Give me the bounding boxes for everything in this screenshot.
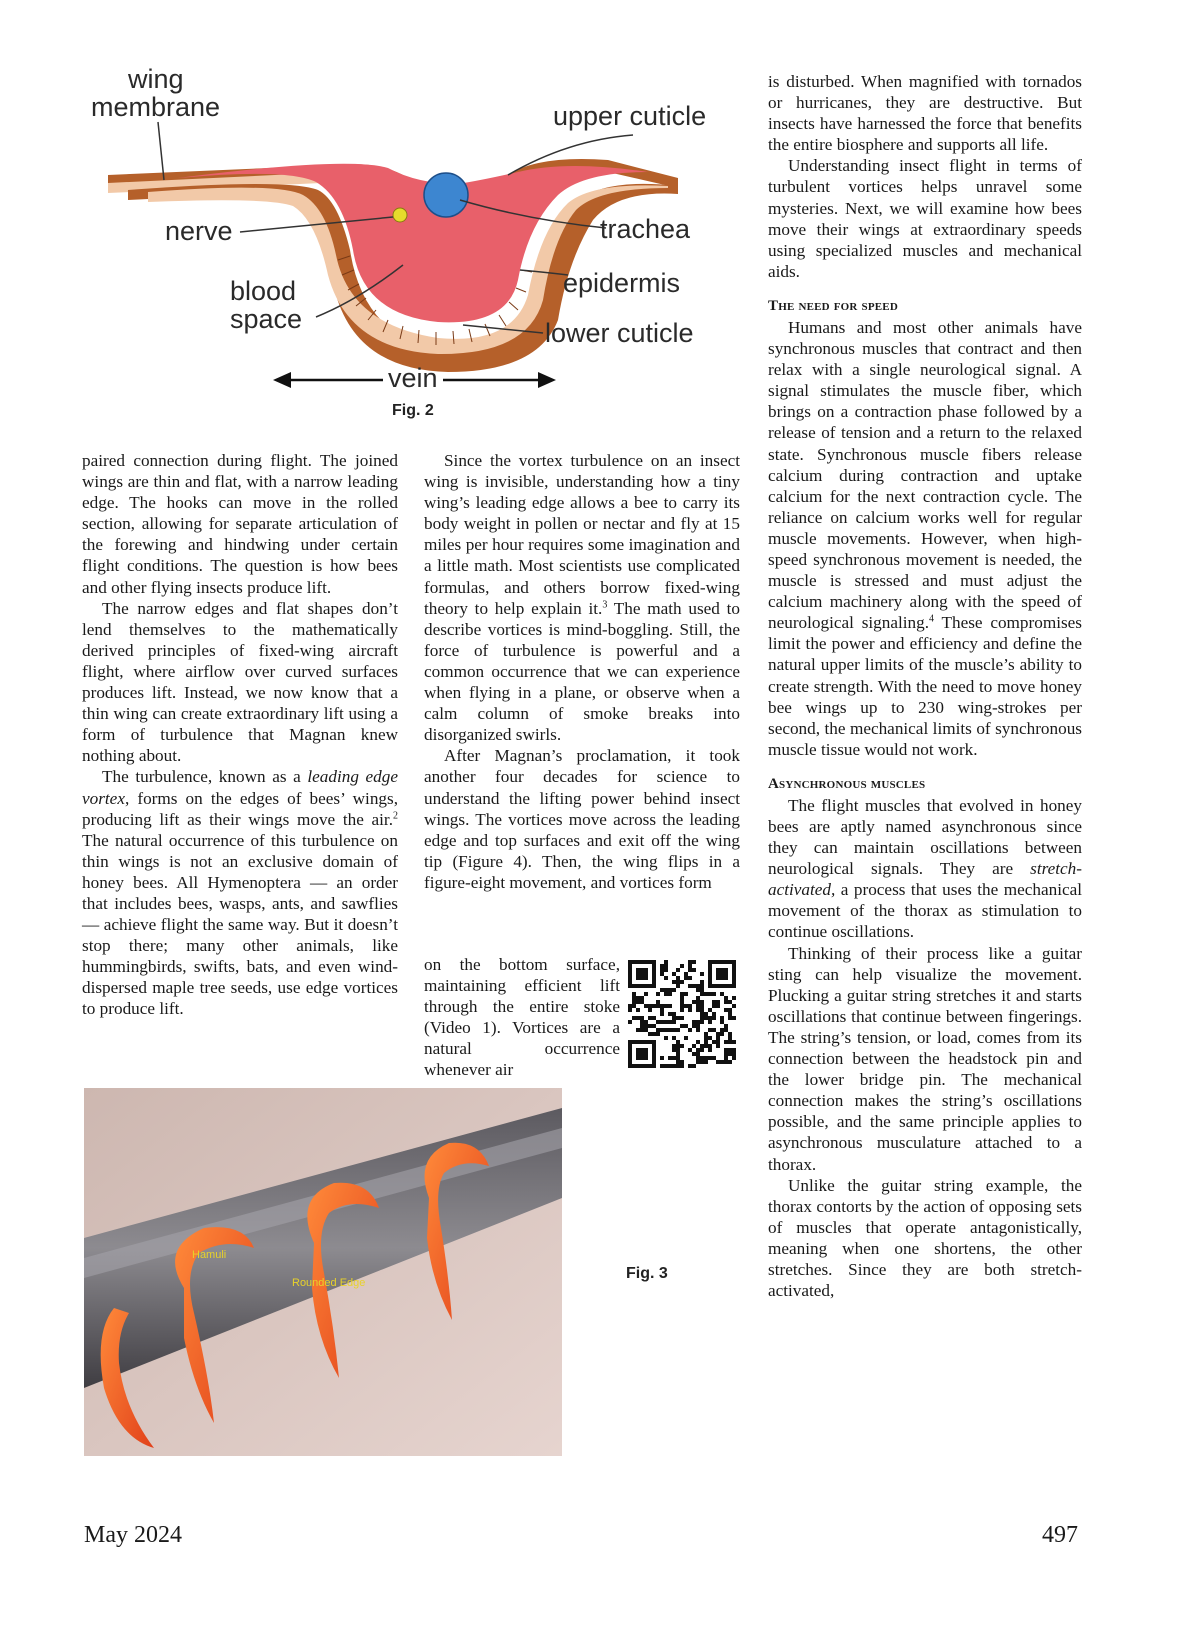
col1-paragraph-1: paired connection during flight. The joined wings are thin and flat, with a narrow leading edge. The hooks can move in the rolled section, allowing for separate articulation of the forewing and hindwing under certain flight conditions. The question is how bees and other flying insects produce lift.	[82, 451, 398, 597]
hamuli-photo	[84, 1088, 562, 1456]
col2-paragraph-2: After Magnan’s proclamation, it took another four decades for science to understand the lifting power behind insect wings. The vortices move across the leading edge and top surfaces and exit off the wing tip (Figure 4). Then, the wing flips in a figure-eight movement, and vortices form	[424, 746, 740, 892]
col1-paragraph-2: The narrow edges and flat shapes don’t lend themselves to the mathematically derived principles of fixed-wing aircraft flight, where airflow over curved surfaces produces lift. Instead, we now know that a thin wing can create extraordinary lift using a form of turbulence that Magnan knew nothing about.	[82, 598, 398, 766]
wing-vein-diagram	[88, 60, 768, 420]
label-upper-cuticle: upper cuticle	[553, 101, 707, 131]
col3-paragraph-5: Thinking of their process like a guitar sting can help visualize the movement. Plucking a guitar string stretches it and starts oscillations that continue between fingerings. The string’s tension, or load, comes from its connection between the headstock pin and the lower bridge pin. The mechanical connection makes the string’s oscillations possible, and the same principle applies to asynchronous musculature attached to a thorax.	[768, 943, 1082, 1174]
label-rounded-edge: Rounded Edge	[292, 1277, 366, 1289]
label-epidermis: epidermis	[563, 268, 681, 298]
col3-paragraph-2: Understanding insect flight in terms of turbulent vortices helps unravel some mysteries. Next, we will examine how bees move their wings at extraordinary speeds using specialized muscles and mechanical aids.	[768, 156, 1082, 281]
column-3	[768, 71, 1082, 1301]
footnote-ref-4[interactable]: 4	[929, 613, 935, 625]
col2-paragraph-1: Since the vortex turbulence on an insect wing is invisible, understanding how a tiny wing’s leading edge allows a bee to carry its body weight in pollen or nectar and fly at 15 miles per hour requires some imagination and a little math. Most scientists use complicated formulas, and others borrow fixed-wing theory to help explain it.$^3$ The math used to describe vortices is mind-boggling. Still, the force of turbulence is powerful and a common occurrence that we can experience when flying in a plane, or observe when a calm column of smoke breaks into disorganized swirls.	[424, 451, 740, 745]
label-vein: vein	[388, 363, 438, 393]
col3-paragraph-1: is disturbed. When magnified with tornados or hurricanes, they are destructive. But insects have harnessed the force that benefits the entire biosphere and supports all life.	[768, 72, 1082, 155]
label-space: space	[230, 304, 303, 334]
label-membrane: membrane	[91, 92, 221, 122]
heading-asynchronous-muscles: Asynchronous muscles	[768, 775, 926, 792]
label-blood: blood	[230, 276, 297, 306]
label-lower-cuticle: lower cuticle	[545, 318, 694, 348]
page-number: 497	[1042, 1522, 1078, 1548]
footer-date: May 2024	[84, 1522, 182, 1548]
label-trachea: trachea	[600, 214, 691, 244]
label-nerve: nerve	[165, 216, 233, 246]
col3-paragraph-6: Unlike the guitar string example, the thorax contorts by the action of opposing sets of muscles that operate antagonistically, meaning when one shortens, the other stretches. Since they are both stretch-activated,	[768, 1175, 1082, 1301]
col2-paragraph-3: on the bottom surface, maintaining efficient lift through the entire stoke (Video 1). Vortices are a natural occurrence whenever air	[424, 955, 620, 1080]
column-2	[424, 450, 740, 893]
column-1	[82, 450, 398, 1020]
col1-paragraph-3: The turbulence, known as a leading edge vortex, forms on the edges of bees’ wings, producing lift as their wings move the air.$^2$ The natural occurrence of this turbulence on thin wings is not an exclusive domain of honey bees. All Hymenoptera — an order that includes bees, wasps, ants, and sawflies— achieve flight the same way. But it doesn’t stop there; many other animals, like hummingbirds, swifts, bats, and even wind-dispersed maple tree seeds, use edge vortices to produce lift.	[82, 767, 398, 1019]
qr-code-icon[interactable]	[628, 960, 736, 1068]
term-leading-edge-vortex: leading edge vortex	[82, 767, 398, 808]
fig2-caption: Fig. 2	[392, 402, 434, 419]
trachea-circle	[424, 173, 468, 217]
heading-need-for-speed: The need for speed	[768, 297, 898, 314]
col3-paragraph-4: The flight muscles that evolved in honey bees are aptly named asynchronous since they can maintain oscillations between neurological signals. They are stretch-activated, a process that uses the mechanical movement of the thorax as stimulation to continue oscillations.	[768, 795, 1082, 942]
footnote-ref-2[interactable]: 2	[393, 809, 398, 821]
column-2-wrap	[424, 954, 620, 1081]
col3-paragraph-3: Humans and most other animals have synchronous muscles that contract and then relax with a single neurological signal. A signal stimulates the muscle fiber, which brings on a contraction phase followed by a release of tension and a return to the relaxed state. Synchronous muscle fibers release calcium during contraction and uptake calcium for the next contraction cycle. The reliance on calcium works well for regular muscle movements. However, when high-speed synchronous movement is needed, the muscle is stressed and must adjust the calcium machinery along with the speed of neurological signaling.$^4$ These compromises limit the power and efficiency and define the natural upper limits of the muscle’s ability to create strength. With the need to move honey bee wings up to 230 wing-strokes per second, the mechanical limits of synchronous muscle tissue would not work.	[768, 317, 1082, 759]
label-wing: wing	[128, 64, 184, 94]
nerve-dot	[393, 208, 407, 222]
label-hamuli: Hamuli	[192, 1249, 227, 1261]
footnote-ref-3[interactable]: 3	[602, 598, 608, 610]
term-stretch-activated: stretch-activated,	[768, 859, 1082, 900]
fig3-caption: Fig. 3	[626, 1265, 668, 1282]
